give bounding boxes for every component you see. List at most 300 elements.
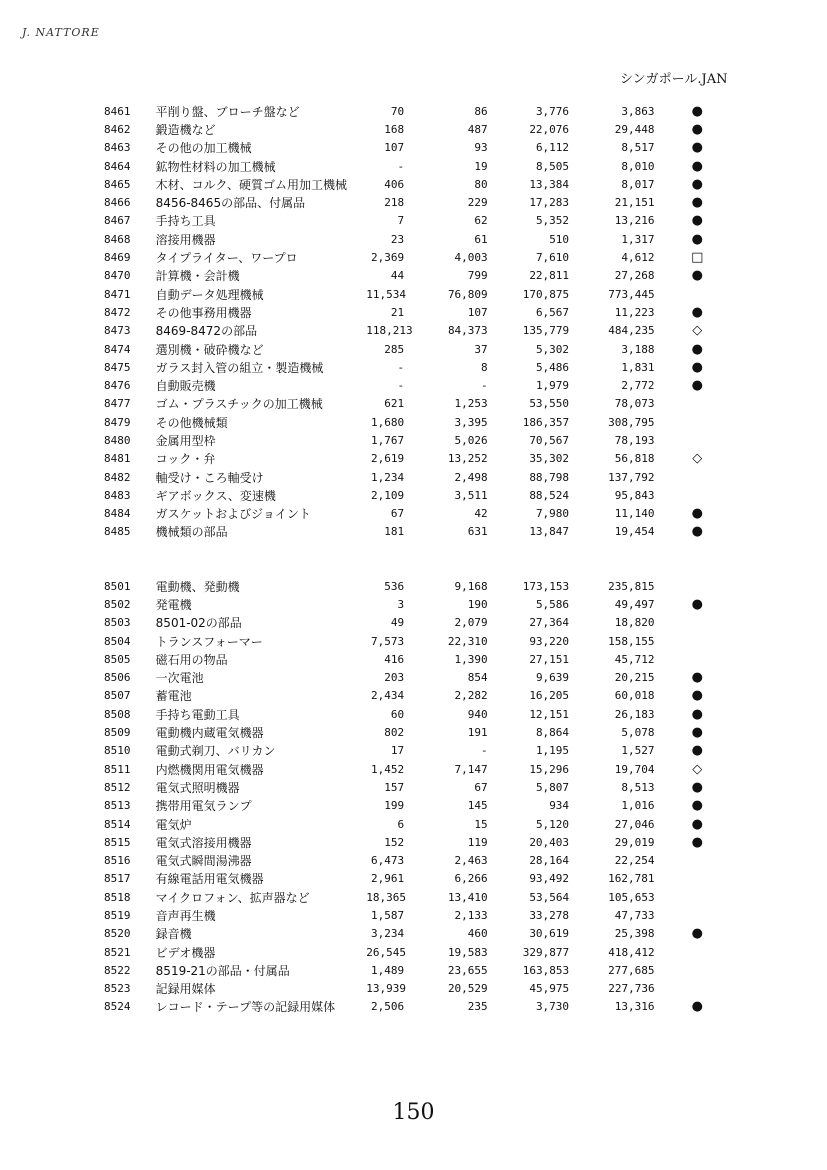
item-name: 計算機・会計機 <box>155 269 240 284</box>
status-mark: ● <box>691 834 703 850</box>
item-code: 8481 <box>104 452 131 466</box>
item-code: 8507 <box>104 689 131 703</box>
table-row <box>100 486 740 504</box>
value-col3: 70,567 <box>529 433 570 447</box>
table-row <box>100 595 740 613</box>
value-col3: 53,564 <box>529 890 570 904</box>
value-col4: 49,497 <box>614 597 655 611</box>
status-mark: ● <box>691 706 703 722</box>
value-col1: 416 <box>384 652 405 666</box>
table-row <box>100 395 740 413</box>
table-row <box>100 980 740 998</box>
value-col4: 235,815 <box>608 579 655 593</box>
value-col1: 18,365 <box>366 890 406 904</box>
value-col1: 13,939 <box>366 982 406 996</box>
table-row <box>100 139 740 157</box>
value-col4: 60,018 <box>614 689 655 703</box>
table-row <box>100 760 740 778</box>
value-col1: 285 <box>384 342 405 356</box>
value-col1: 17 <box>390 744 405 758</box>
value-col4: 11,223 <box>614 305 655 319</box>
value-col3: 53,550 <box>529 397 570 411</box>
item-code: 8515 <box>104 835 131 849</box>
value-col2: 19 <box>474 159 488 173</box>
value-col3: 3,730 <box>535 1000 570 1014</box>
value-col3: 329,877 <box>522 945 570 959</box>
item-code: 8475 <box>104 360 131 374</box>
table-row <box>100 523 740 541</box>
item-code: 8521 <box>104 945 131 959</box>
value-col3: 30,619 <box>529 927 570 941</box>
status-mark: ◇ <box>692 323 703 339</box>
value-col1: 6,473 <box>370 854 405 868</box>
item-name: 音声再生機 <box>155 908 216 923</box>
value-col1: 157 <box>384 780 405 794</box>
value-col3: 5,486 <box>535 360 570 374</box>
item-code: 8461 <box>104 104 131 118</box>
value-col2: 13,252 <box>447 452 488 466</box>
table-row <box>100 285 740 303</box>
item-code: 8468 <box>104 232 131 246</box>
value-col1: 168 <box>384 122 405 136</box>
value-col4: 18,820 <box>614 616 655 630</box>
value-col3: 27,151 <box>529 652 570 666</box>
item-code: 8522 <box>104 963 131 977</box>
value-col4: 27,268 <box>614 269 655 283</box>
item-code: 8472 <box>104 305 131 319</box>
value-col4: 20,215 <box>614 671 655 685</box>
value-col1: 2,109 <box>370 488 405 502</box>
item-code: 8467 <box>104 214 131 228</box>
table-row <box>100 998 740 1016</box>
status-mark: ● <box>691 798 703 814</box>
item-code: 8470 <box>104 269 131 283</box>
table-row <box>100 797 740 815</box>
status-mark: ● <box>691 341 703 357</box>
value-col2: 93 <box>474 141 488 155</box>
table-row <box>100 120 740 138</box>
value-col1: 1,680 <box>370 415 405 429</box>
value-col3: 8,864 <box>535 726 570 740</box>
value-col1: 536 <box>384 579 405 593</box>
item-name: ゴム・プラスチックの加工機械 <box>155 397 323 412</box>
item-name: 発電機 <box>155 597 192 612</box>
status-mark: ◇ <box>692 451 703 467</box>
value-col3: 13,847 <box>529 525 570 539</box>
value-col4: 3,188 <box>621 342 655 356</box>
value-col4: 11,140 <box>614 507 655 521</box>
value-col2: 2,463 <box>454 854 488 868</box>
value-col2: 190 <box>467 597 488 611</box>
value-col4: 418,412 <box>608 945 655 959</box>
item-code: 8480 <box>104 433 131 447</box>
value-col1: 1,452 <box>370 762 405 776</box>
country-heading: シンガポール.JAN <box>620 72 728 87</box>
value-col1: 21 <box>390 305 405 319</box>
item-name: 8469-8472の部品 <box>155 324 258 339</box>
value-col1: 2,619 <box>370 452 405 466</box>
value-col1: 11,534 <box>366 287 406 301</box>
value-col4: 1,317 <box>621 232 655 246</box>
table-row <box>100 376 740 394</box>
item-code: 8482 <box>104 470 131 484</box>
item-name: 電気式瞬間湯沸器 <box>155 854 252 869</box>
item-code: 8471 <box>104 287 131 301</box>
item-name: 鉱物性材料の加工機械 <box>155 159 276 174</box>
value-col1: 7 <box>397 214 405 228</box>
status-mark: ● <box>691 688 703 704</box>
item-name: その他機械類 <box>155 415 228 430</box>
item-code: 8516 <box>104 854 131 868</box>
value-col2: 20,529 <box>447 982 488 996</box>
value-col2: 19,583 <box>447 945 488 959</box>
value-col1: 2,961 <box>370 872 405 886</box>
item-name: 平削り盤、ブローチ盤など <box>155 104 300 119</box>
table-row <box>100 230 740 248</box>
value-col3: 510 <box>549 232 570 246</box>
item-name: トランスフォーマー <box>155 634 263 649</box>
item-name: ガラス封入管の組立・製造機械 <box>155 360 324 375</box>
value-col2: - <box>480 744 488 758</box>
value-col4: 29,019 <box>614 835 655 849</box>
value-col3: 5,352 <box>535 214 570 228</box>
table-section-84 <box>100 102 740 541</box>
value-col1: 621 <box>384 397 405 411</box>
item-code: 8513 <box>104 799 131 813</box>
value-col4: 1,016 <box>621 799 655 813</box>
table-row <box>100 212 740 230</box>
value-col3: 13,384 <box>529 177 570 191</box>
value-col2: 2,498 <box>454 470 488 484</box>
value-col2: 487 <box>467 122 488 136</box>
value-col2: 67 <box>474 780 488 794</box>
value-col1: 107 <box>384 141 405 155</box>
value-col2: 23,655 <box>447 963 488 977</box>
value-col2: 84,373 <box>447 324 488 338</box>
item-name: 自動販売機 <box>155 379 216 394</box>
table-row <box>100 303 740 321</box>
item-name: 電動式剃刀、バリカン <box>155 744 276 759</box>
item-name: 選別機・破砕機など <box>155 342 264 357</box>
value-col1: 67 <box>390 507 405 521</box>
item-code: 8474 <box>104 342 131 356</box>
value-col4: 78,073 <box>614 397 655 411</box>
value-col4: 13,316 <box>614 1000 655 1014</box>
value-col1: - <box>397 360 405 374</box>
value-col3: 88,798 <box>529 470 570 484</box>
item-name: 8456-8465の部品、付属品 <box>155 196 306 211</box>
value-col2: 460 <box>467 927 488 941</box>
item-code: 8502 <box>104 597 131 611</box>
value-col3: 17,283 <box>529 196 570 210</box>
value-col1: 1,489 <box>370 963 405 977</box>
item-code: 8503 <box>104 616 131 630</box>
item-name: ギアボックス、変速機 <box>155 488 276 503</box>
item-name: 電動機内蔵電気機器 <box>155 726 264 741</box>
corner-stamp: J. NATTORE <box>22 26 100 39</box>
item-code: 8464 <box>104 159 131 173</box>
value-col1: - <box>397 159 405 173</box>
item-name: 電気式溶接用機器 <box>155 835 252 850</box>
status-mark: ● <box>691 926 703 942</box>
table-row <box>100 468 740 486</box>
table-row <box>100 833 740 851</box>
item-name: 軸受け・ころ軸受け <box>155 470 264 485</box>
item-name: タイプライター、ワープロ <box>155 251 298 266</box>
table-row <box>100 632 740 650</box>
value-col2: 37 <box>474 342 488 356</box>
table-row <box>100 870 740 888</box>
value-col4: 1,527 <box>621 744 655 758</box>
table-row <box>100 267 740 285</box>
value-col2: 2,079 <box>454 616 488 630</box>
value-col4: 773,445 <box>608 287 655 301</box>
status-mark: ● <box>691 524 703 540</box>
value-col3: 35,302 <box>529 452 570 466</box>
value-col4: 308,795 <box>608 415 655 429</box>
item-name: 鍛造機など <box>155 122 216 137</box>
table-row <box>100 358 740 376</box>
item-code: 8483 <box>104 488 131 502</box>
value-col3: 5,120 <box>535 817 570 831</box>
value-col3: 16,205 <box>529 689 570 703</box>
table-row <box>100 413 740 431</box>
item-code: 8466 <box>104 196 131 210</box>
value-col4: 105,653 <box>608 890 655 904</box>
value-col3: 5,302 <box>535 342 570 356</box>
item-name: 金属用型枠 <box>155 433 216 448</box>
value-col3: 1,979 <box>535 379 570 393</box>
item-code: 8504 <box>104 634 131 648</box>
item-code: 8505 <box>104 652 131 666</box>
value-col4: 8,517 <box>621 141 655 155</box>
value-col3: 170,875 <box>522 287 570 301</box>
value-col4: 25,398 <box>614 927 655 941</box>
table-row <box>100 723 740 741</box>
item-name: 蓄電池 <box>155 689 192 704</box>
value-col3: 186,357 <box>522 415 570 429</box>
table-row <box>100 742 740 760</box>
value-col1: 44 <box>390 269 405 283</box>
table-section-85 <box>100 577 740 1016</box>
item-name: コック・弁 <box>155 452 216 467</box>
item-name: 溶接用機器 <box>155 232 216 247</box>
value-col3: 93,220 <box>529 634 570 648</box>
status-mark: ● <box>691 304 703 320</box>
value-col2: 80 <box>474 177 488 191</box>
item-name: 有線電話用電気機器 <box>155 872 264 887</box>
value-col2: 631 <box>467 525 488 539</box>
item-name: その他事務用機器 <box>155 305 252 320</box>
value-col2: 854 <box>467 671 488 685</box>
item-code: 8462 <box>104 122 131 136</box>
value-col3: 22,811 <box>529 269 570 283</box>
status-mark: ◇ <box>692 761 703 777</box>
value-col3: 15,296 <box>529 762 570 776</box>
value-col4: 26,183 <box>614 707 655 721</box>
value-col3: 45,975 <box>529 982 570 996</box>
value-col1: 23 <box>390 232 405 246</box>
value-col1: 2,434 <box>370 689 405 703</box>
value-col3: 27,364 <box>529 616 570 630</box>
item-name: ガスケットおよびジョイント <box>155 507 311 522</box>
item-name: ビデオ機器 <box>155 945 216 960</box>
value-col4: 8,010 <box>621 159 655 173</box>
status-mark: ● <box>691 670 703 686</box>
status-mark: ● <box>691 140 703 156</box>
table-row <box>100 815 740 833</box>
value-col3: 22,076 <box>529 122 570 136</box>
value-col2: 3,395 <box>454 415 488 429</box>
status-mark: ● <box>691 743 703 759</box>
value-col2: 799 <box>467 269 488 283</box>
value-col1: 3 <box>397 597 405 611</box>
item-code: 8517 <box>104 872 131 886</box>
item-code: 8508 <box>104 707 131 721</box>
item-code: 8518 <box>104 890 131 904</box>
item-code: 8463 <box>104 141 131 155</box>
value-col4: 22,254 <box>614 854 655 868</box>
table-row <box>100 157 740 175</box>
status-mark: ● <box>691 268 703 284</box>
item-code: 8501 <box>104 579 131 593</box>
value-col2: 6,266 <box>454 872 488 886</box>
value-col2: 76,809 <box>447 287 488 301</box>
value-col4: 227,736 <box>608 982 655 996</box>
value-col2: 61 <box>474 232 488 246</box>
value-col1: 203 <box>384 671 405 685</box>
value-col1: 26,545 <box>366 945 406 959</box>
value-col2: 13,410 <box>447 890 488 904</box>
table-row <box>100 175 740 193</box>
item-name: 内燃機関用電気機器 <box>155 762 264 777</box>
value-col3: 88,524 <box>529 488 570 502</box>
status-mark: ● <box>691 158 703 174</box>
item-name: 8501-02の部品 <box>155 616 242 631</box>
table-row <box>100 687 740 705</box>
item-name: 録音機 <box>155 927 192 942</box>
table-row <box>100 193 740 211</box>
value-col3: 163,853 <box>522 963 570 977</box>
value-col4: 78,193 <box>614 433 655 447</box>
status-mark: ● <box>691 378 703 394</box>
item-code: 8465 <box>104 177 131 191</box>
table-row <box>100 577 740 595</box>
value-col3: 135,779 <box>522 324 570 338</box>
item-code: 8485 <box>104 525 131 539</box>
status-mark: ● <box>691 816 703 832</box>
value-col2: 8 <box>480 360 488 374</box>
value-col4: 3,863 <box>621 104 655 118</box>
item-name: 携帯用電気ランプ <box>155 799 252 814</box>
value-col3: 20,403 <box>529 835 570 849</box>
item-code: 8473 <box>104 324 131 338</box>
status-mark: ● <box>691 121 703 137</box>
value-col1: 49 <box>390 616 405 630</box>
value-col2: 145 <box>467 799 488 813</box>
value-col1: 1,587 <box>370 908 405 922</box>
value-col2: 4,003 <box>454 251 488 265</box>
value-col2: 1,390 <box>454 652 488 666</box>
table-row <box>100 705 740 723</box>
item-name: その他の加工機械 <box>155 141 252 156</box>
item-name: 電動機、発動機 <box>155 579 240 594</box>
value-col3: 8,505 <box>535 159 570 173</box>
value-col4: 27,046 <box>614 817 655 831</box>
value-col2: 15 <box>474 817 488 831</box>
status-mark: ● <box>691 213 703 229</box>
value-col2: 42 <box>474 507 488 521</box>
value-col4: 95,843 <box>614 488 655 502</box>
table-row <box>100 102 740 120</box>
value-col4: 45,712 <box>614 652 655 666</box>
status-mark: ● <box>691 231 703 247</box>
value-col2: 2,282 <box>454 689 488 703</box>
status-mark: □ <box>691 250 704 266</box>
item-name: 手持ち工具 <box>155 214 216 229</box>
value-col3: 93,492 <box>529 872 570 886</box>
value-col1: 181 <box>384 525 405 539</box>
status-mark: ● <box>691 103 703 119</box>
value-col4: 13,216 <box>614 214 655 228</box>
item-code: 8477 <box>104 397 131 411</box>
value-col2: 229 <box>467 196 488 210</box>
value-col2: 86 <box>474 104 488 118</box>
value-col1: 152 <box>384 835 405 849</box>
value-col4: 137,792 <box>608 470 655 484</box>
value-col3: 7,610 <box>535 251 570 265</box>
value-col2: 9,168 <box>454 579 488 593</box>
value-col1: 406 <box>384 177 405 191</box>
value-col3: 5,807 <box>535 780 570 794</box>
value-col2: 119 <box>467 835 488 849</box>
page-number: 150 <box>392 1100 435 1125</box>
value-col4: 484,235 <box>608 324 655 338</box>
item-code: 8479 <box>104 415 131 429</box>
item-name: 自動データ処理機械 <box>155 287 264 302</box>
value-col2: 22,310 <box>447 634 488 648</box>
value-col3: 1,195 <box>535 744 570 758</box>
value-col2: 2,133 <box>454 908 488 922</box>
item-code: 8519 <box>104 908 131 922</box>
item-code: 8514 <box>104 817 131 831</box>
value-col1: 60 <box>390 707 405 721</box>
table-row <box>100 778 740 796</box>
value-col3: 6,567 <box>535 305 570 319</box>
value-col1: 218 <box>384 196 405 210</box>
table-row <box>100 614 740 632</box>
item-name: 一次電池 <box>155 671 204 686</box>
status-mark: ● <box>691 506 703 522</box>
status-mark: ● <box>691 999 703 1015</box>
value-col3: 33,278 <box>529 908 570 922</box>
value-col2: 235 <box>467 1000 488 1014</box>
value-col4: 19,454 <box>614 525 655 539</box>
value-col2: 5,026 <box>454 433 488 447</box>
value-col4: 19,704 <box>614 762 655 776</box>
value-col1: 3,234 <box>370 927 405 941</box>
value-col1: 1,234 <box>370 470 405 484</box>
table-row <box>100 340 740 358</box>
value-col1: - <box>397 379 405 393</box>
value-col3: 5,586 <box>535 597 570 611</box>
value-col2: 1,253 <box>454 397 488 411</box>
value-col1: 2,369 <box>370 251 405 265</box>
table-row <box>100 248 740 266</box>
value-col4: 56,818 <box>614 452 655 466</box>
item-name: レコード・テープ等の記録用媒体 <box>155 1000 336 1015</box>
table-row <box>100 943 740 961</box>
